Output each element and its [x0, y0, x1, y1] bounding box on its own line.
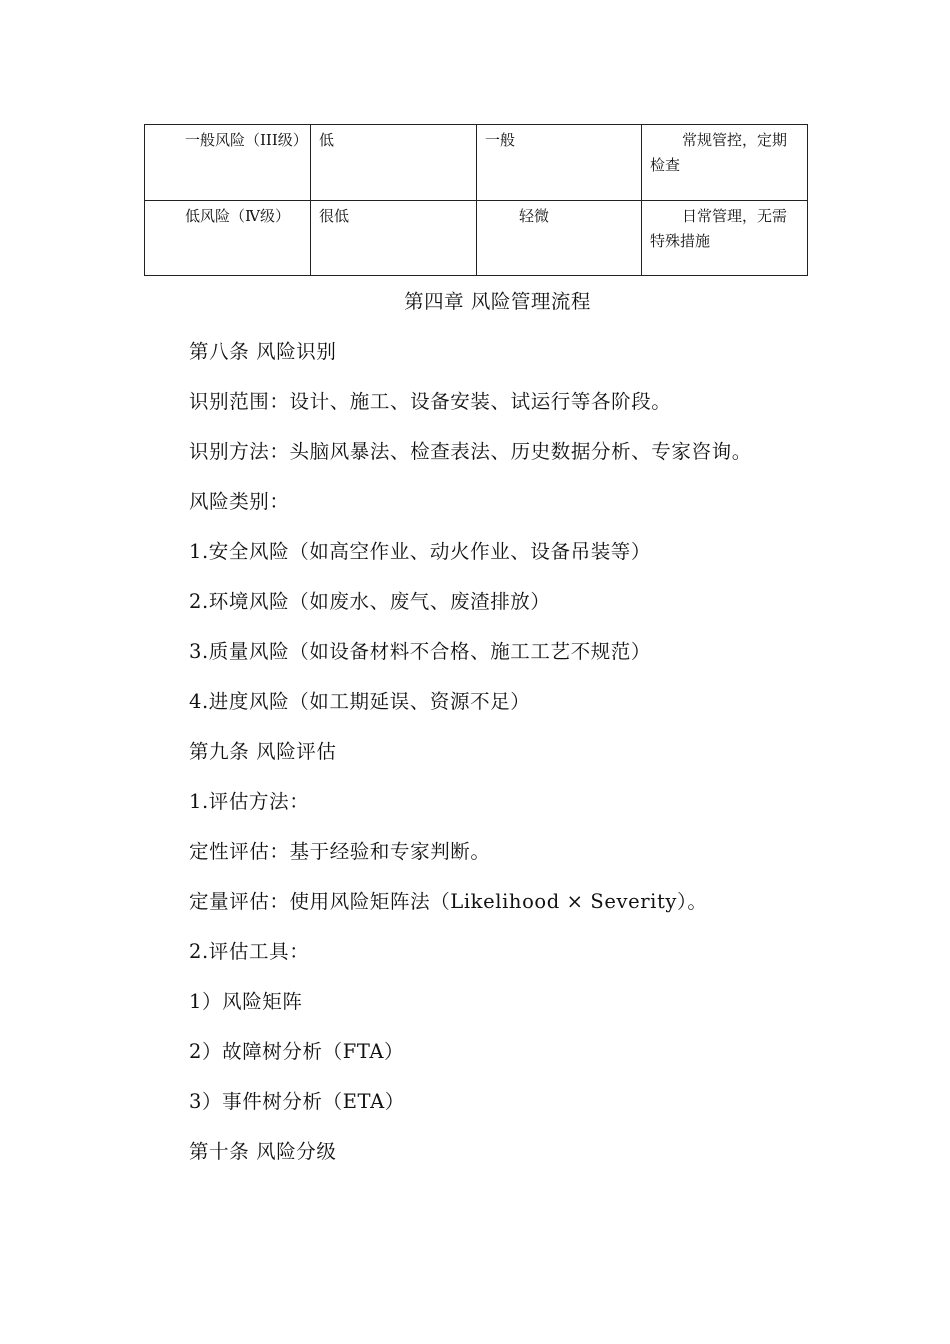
- chapter-title: 第四章 风险管理流程: [404, 290, 591, 313]
- paragraph: 定性评估：基于经验和专家判断。: [189, 840, 491, 863]
- article-heading: 第八条 风险识别: [189, 340, 337, 363]
- list-item: 3.质量风险（如设备材料不合格、施工工艺不规范）: [189, 640, 652, 663]
- control-measure-cell: 日常管理，无需特殊措施: [642, 201, 808, 276]
- list-item: 1）风险矩阵: [189, 990, 303, 1013]
- table-row: [145, 201, 808, 276]
- likelihood-cell: 很低: [311, 201, 477, 276]
- risk-level-table: [144, 124, 808, 276]
- impact-cell: 一般: [477, 125, 642, 201]
- paragraph: 2.评估工具：: [189, 940, 310, 963]
- paragraph: 风险类别：: [189, 490, 290, 513]
- impact-cell: 轻微: [477, 201, 642, 276]
- paragraph: 1.评估方法：: [189, 790, 310, 813]
- paragraph: 定量评估：使用风险矩阵法（Likelihood × Severity）。: [189, 890, 708, 913]
- table-row: [145, 125, 808, 201]
- list-item: 4.进度风险（如工期延误、资源不足）: [189, 690, 531, 713]
- paragraph: 识别范围：设计、施工、设备安装、试运行等各阶段。: [189, 390, 672, 413]
- risk-level-cell: 低风险（Ⅳ级）: [145, 201, 311, 276]
- article-heading: 第十条 风险分级: [189, 1140, 337, 1163]
- risk-level-cell: 一般风险（III级）: [145, 125, 311, 201]
- article-heading: 第九条 风险评估: [189, 740, 337, 763]
- list-item: 3）事件树分析（ETA）: [189, 1090, 405, 1113]
- paragraph: 识别方法：头脑风暴法、检查表法、历史数据分析、专家咨询。: [189, 440, 752, 463]
- list-item: 2.环境风险（如废水、废气、废渣排放）: [189, 590, 551, 613]
- control-measure-cell: 常规管控，定期检查: [642, 125, 808, 201]
- list-item: 2）故障树分析（FTA）: [189, 1040, 405, 1063]
- likelihood-cell: 低: [311, 125, 477, 201]
- body-text: [189, 337, 929, 1187]
- list-item: 1.安全风险（如高空作业、动火作业、设备吊装等）: [189, 540, 652, 563]
